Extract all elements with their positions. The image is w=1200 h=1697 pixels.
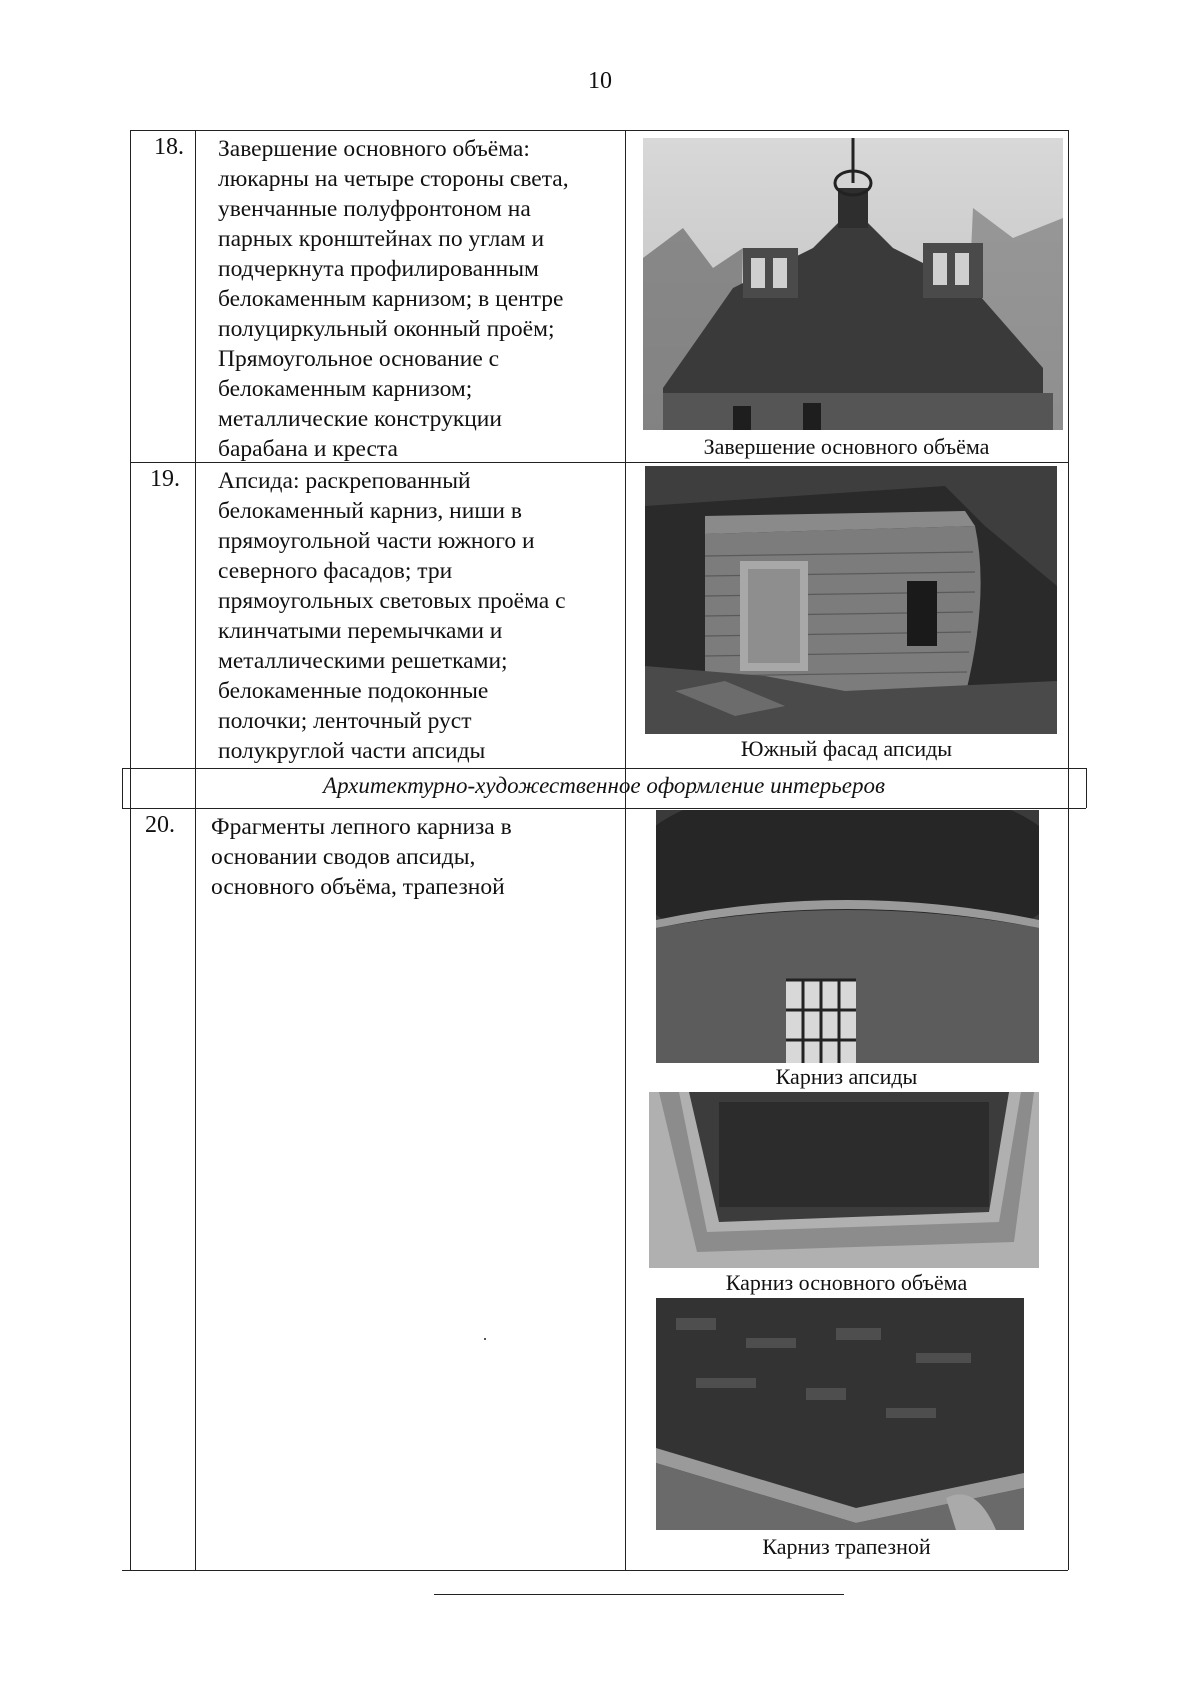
page-number: 10 xyxy=(588,68,612,94)
row-number: 18. xyxy=(154,134,184,160)
description-line: белокаменным карнизом; в центре xyxy=(218,286,564,312)
description-line: северного фасадов; три xyxy=(218,558,453,584)
description-line: клинчатыми перемычками и xyxy=(218,618,503,644)
refectory-cornice-photo xyxy=(656,1298,1024,1530)
end-of-table-line xyxy=(434,1594,844,1595)
description-line: Завершение основного объёма: xyxy=(218,136,530,162)
description-line: металлическими решетками; xyxy=(218,648,508,674)
photo-caption: Карниз основного объёма xyxy=(725,1270,968,1295)
apse-cornice-photo xyxy=(656,810,1039,1063)
description-line: Фрагменты лепного карниза в xyxy=(211,814,512,840)
description-line: Апсида: раскрепованный xyxy=(218,468,471,494)
photo-caption: Карниз апсиды xyxy=(775,1064,918,1089)
description-line: увенчанные полуфронтоном на xyxy=(218,196,531,222)
description-line: белокаменный карниз, ниши в xyxy=(218,498,522,524)
row-number: 19. xyxy=(150,466,180,492)
description-line: основного объёма, трапезной xyxy=(211,874,505,900)
church-dome-photo xyxy=(643,138,1063,430)
section-title: Архитектурно-художественное оформление интерьеров xyxy=(323,773,885,798)
description-line: подчеркнута профилированным xyxy=(218,256,539,282)
description-line: Прямоугольное основание с xyxy=(218,346,500,372)
photo-caption: Карниз трапезной xyxy=(762,1534,931,1559)
description-line: металлические конструкции xyxy=(218,406,502,432)
description-line: прямоугольной части южного и xyxy=(218,528,535,554)
description-line: полочки; ленточный руст xyxy=(218,708,472,734)
description-line: полукруглой части апсиды xyxy=(218,738,486,764)
scan-speck xyxy=(484,1338,486,1340)
photo-caption: Завершение основного объёма xyxy=(703,434,990,459)
main-volume-cornice-photo xyxy=(649,1092,1039,1268)
description-line: основании сводов апсиды, xyxy=(211,844,476,870)
description-line: парных кронштейнах по углам и xyxy=(218,226,545,252)
description-line: барабана и креста xyxy=(218,436,398,462)
description-line: белокаменные подоконные xyxy=(218,678,489,704)
description-line: белокаменным карнизом; xyxy=(218,376,473,402)
description-line: полуциркульный оконный проём; xyxy=(218,316,555,342)
description-line: прямоугольных световых проёма с xyxy=(218,588,566,614)
row-number: 20. xyxy=(145,812,175,838)
apse-facade-photo xyxy=(645,466,1057,734)
description-line: люкарны на четыре стороны света, xyxy=(218,166,569,192)
photo-caption: Южный фасад апсиды xyxy=(740,736,953,761)
